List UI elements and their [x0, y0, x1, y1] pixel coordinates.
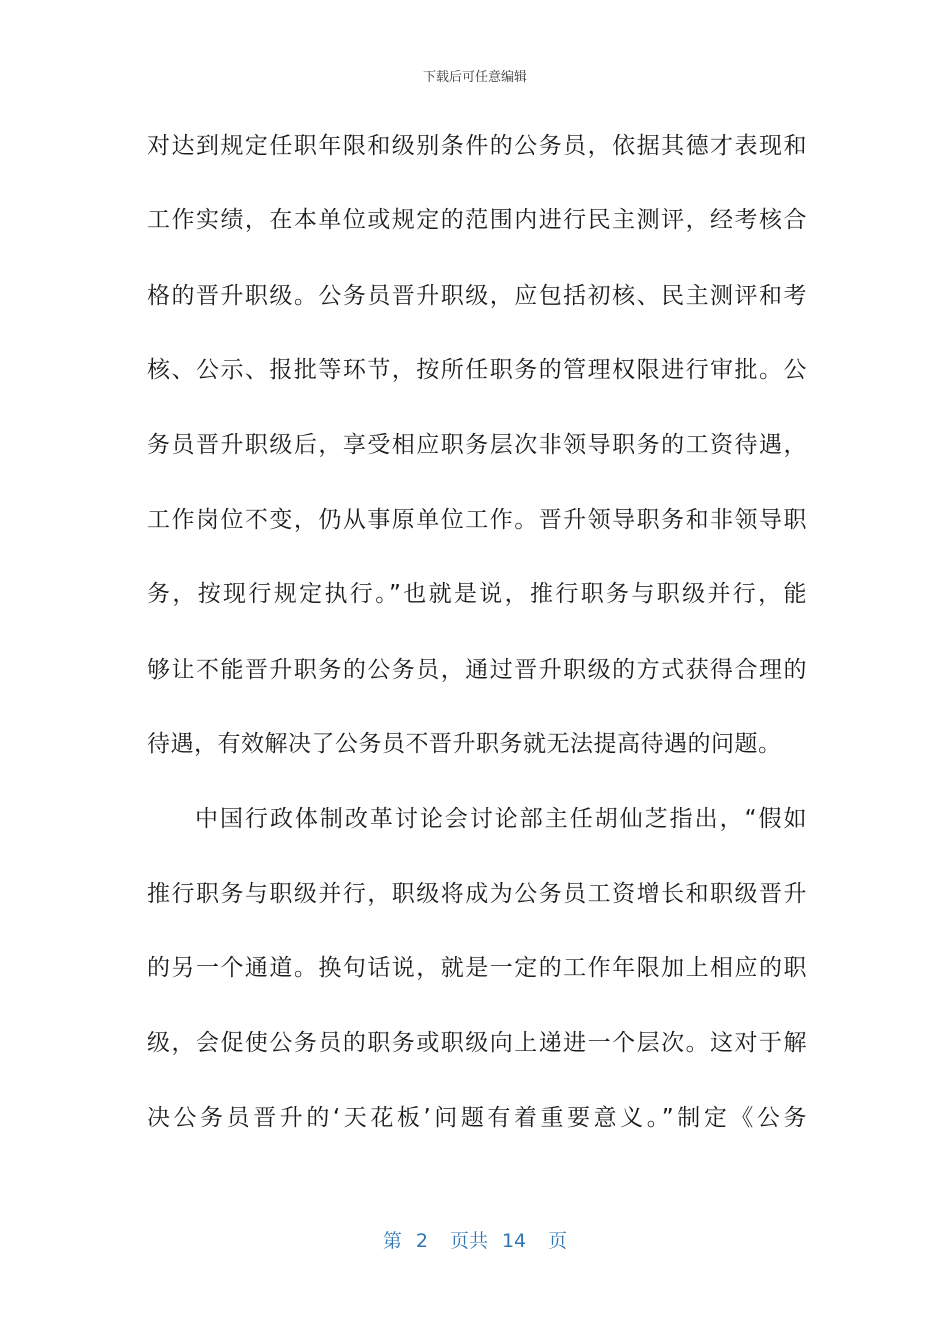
footer-page-number: 2	[415, 1230, 428, 1252]
text-line: 够让不能晋升职务的公务员，通过晋升职级的方式获得合理的	[147, 657, 807, 683]
page-footer	[0, 1226, 950, 1253]
footer-page-prefix: 第	[382, 1230, 402, 1252]
footer-total-pages: 14	[501, 1230, 527, 1252]
text-line: 核、公示、报批等环节，按所任职务的管理权限进行审批。公	[147, 357, 807, 383]
page-header-note: 下载后可任意编辑	[422, 70, 527, 85]
text-line: 务员晋升职级后，享受相应职务层次非领导职务的工资待遇，	[147, 432, 807, 458]
text-line: 决公务员晋升的‘天花板’问题有着重要意义。”制定《公务	[147, 1105, 807, 1131]
text-line: 的另一个通道。换句话说，就是一定的工作年限加上相应的职	[147, 955, 807, 981]
text-line: 格的晋升职级。公务员晋升职级，应包括初核、民主测评和考	[147, 283, 807, 309]
footer-page-mid: 页共	[449, 1230, 488, 1252]
text-line: 推行职务与职级并行，职级将成为公务员工资增长和职级晋升	[147, 881, 807, 907]
text-line: 工作岗位不变，仍从事原单位工作。晋升领导职务和非领导职	[147, 507, 807, 533]
footer-page-suffix: 页	[548, 1230, 568, 1252]
text-line: 中国行政体制改革讨论会讨论部主任胡仙芝指出，“假如	[195, 806, 807, 832]
text-line: 工作实绩，在本单位或规定的范围内进行民主测评，经考核合	[147, 207, 807, 233]
text-line: 务，按现行规定执行。”也就是说，推行职务与职级并行，能	[147, 581, 807, 607]
text-line: 对达到规定任职年限和级别条件的公务员，依据其德才表现和	[147, 133, 807, 159]
text-line: 待遇，有效解决了公务员不晋升职务就无法提高待遇的问题。	[147, 731, 782, 757]
text-line: 级，会促使公务员的职务或职级向上递进一个层次。这对于解	[147, 1030, 807, 1056]
